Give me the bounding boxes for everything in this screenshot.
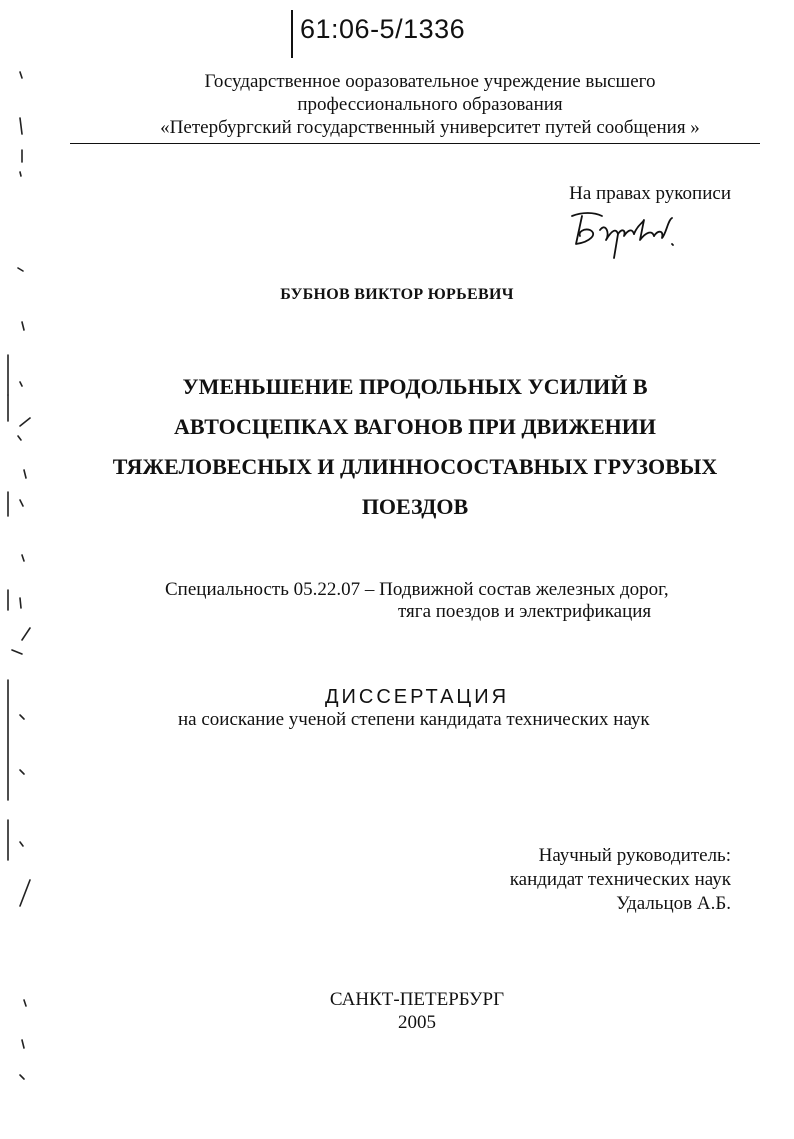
year: 2005 [398, 1012, 436, 1033]
institution-line-1: Государственное ооразовательное учреждение высшего [204, 71, 656, 92]
institution-block [100, 70, 760, 139]
advisor-degree: кандидат технических наук [509, 869, 731, 890]
specialty-line-2: тяга поездов и электрификация [398, 601, 652, 622]
city: САНКТ-ПЕТЕРБУРГ [329, 989, 505, 1010]
author-name: БУБНОВ ВИКТОР ЮРЬЕВИЧ [280, 286, 514, 303]
specialty-line-1: Специальность 05.22.07 – Подвижной состав железных дорог, [165, 579, 669, 600]
title-line: АВТОСЦЕПКАХ ВАГОНОВ ПРИ ДВИЖЕНИИ [173, 414, 657, 439]
place-and-year [0, 988, 794, 1034]
scientific-advisor [510, 844, 731, 916]
scan-margin-artifacts [0, 0, 60, 1139]
advisor-label: Научный руководитель: [538, 845, 731, 866]
title-line: ТЯЖЕЛОВЕСНЫХ И ДЛИННОСОСТАВНЫХ ГРУЗОВЫХ [112, 454, 718, 479]
dissertation-title [100, 367, 730, 527]
dissertation-heading: ДИССЕРТАЦИЯ [324, 686, 510, 708]
archive-stamp-code: 61:06-5/1336 [300, 14, 466, 44]
dissertation-subtitle: на соискание ученой степени кандидата технических наук [178, 709, 650, 730]
advisor-name: Удальцов А.Б. [616, 893, 731, 914]
title-line: ПОЕЗДОВ [361, 494, 469, 519]
institution-line-2: профессионального образования [297, 94, 563, 115]
manuscript-rights-note: На правах рукописи [569, 183, 731, 204]
handwritten-signature [560, 200, 680, 260]
institution-underline [70, 143, 760, 144]
institution-line-3: «Петербургский государственный университет путей сообщения » [160, 117, 700, 138]
stamp-divider [291, 10, 293, 58]
title-line: УМЕНЬШЕНИЕ ПРОДОЛЬНЫХ УСИЛИЙ В [182, 374, 648, 399]
